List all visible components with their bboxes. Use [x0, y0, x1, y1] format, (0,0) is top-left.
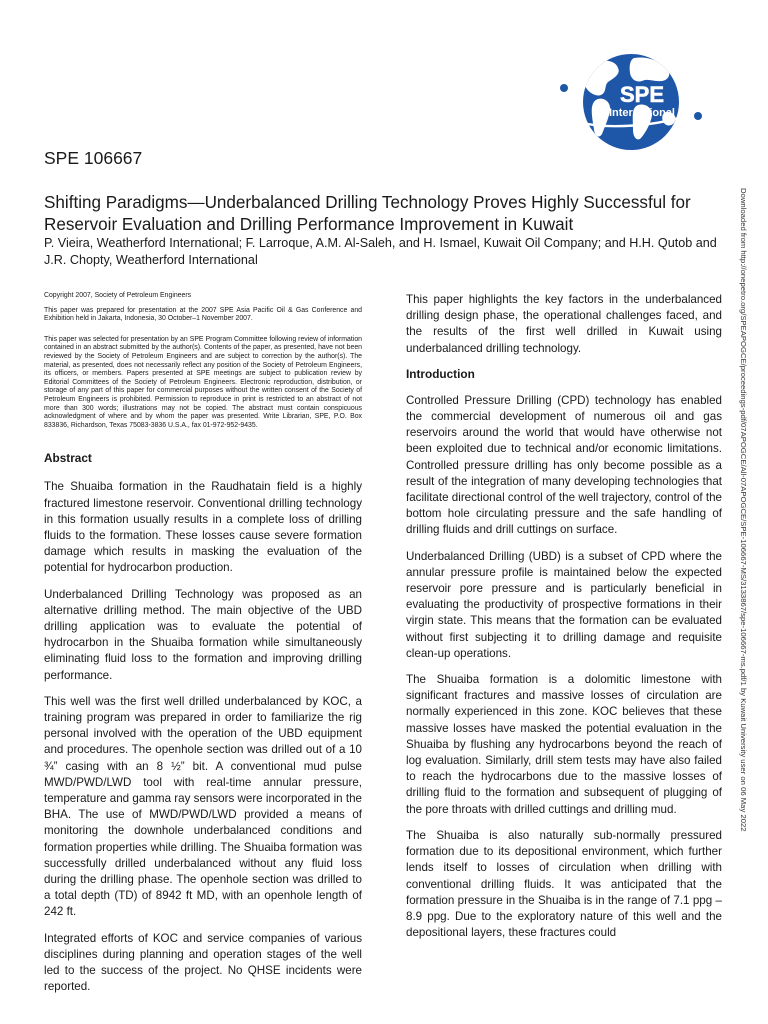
right-column: [406, 292, 722, 951]
spe-globe-icon: [538, 52, 724, 152]
left-column: [44, 292, 362, 1005]
introduction-paragraph: The Shuaiba is also naturally sub-normally pressured formation due to its depositional environment, which further lends itself to losses of circulation when drilling with conventional drilling fluids. It was anticipated that the formation pressure in the Shuaiba is in the range of 7.1 ppg – 8.9 ppg. Due to the exploratory nature of this well and the depositional layers, these fractures could: [406, 828, 722, 940]
selection-notice: This paper was selected for presentation by an SPE Program Committee following review of information contained in an abstract submitted by the author(s). Contents of the paper, as presented, have not been reviewed by the Society of Petroleum Engineers and are subject to correction by the author(s). The material, as presented, does not necessarily reflect any position of the Society of Petroleum Engineers, its officers, or members. Papers presented at SPE meetings are subject to publication review by Editorial Committees of the Society of Petroleum Engineers. Electronic reproduction, distribution, or storage of any part of this paper for commercial purposes without the written consent of the Society of Petroleum Engineers is prohibited. Permission to reproduce in print is restricted to an abstract of not more than 300 words; illustrations may not be copied. The abstract must contain conspicuous acknowledgment of where and by whom the paper was presented. Write Librarian, SPE, P.O. Box 833836, Richardson, Texas 75083-3836 U.S.A., fax 01-972-952-9435.: [44, 335, 362, 429]
spe-international-logo: [538, 52, 724, 152]
logo-international-text: International: [608, 107, 676, 119]
presentation-notice: This paper was prepared for presentation at the 2007 SPE Asia Pacific Oil & Gas Conference and Exhibition held in Jakarta, Indonesia, 30 October–1 November 2007.: [44, 306, 362, 323]
abstract-paragraph: Underbalanced Drilling Technology was proposed as an alternative drilling method. The main objective of the UBD drilling application was to evaluate the potential of hydrocarbon in the Shuaiba formation while simultaneously eliminating fluid loss to the formation and improving drilling performance.: [44, 587, 362, 682]
paper-authors: P. Vieira, Weatherford International; F. Larroque, A.M. Al-Saleh, and H. Ismael, Kuwait Oil Company; and H.H. Qutob and J.R. Chopty, Weatherford International: [44, 236, 717, 267]
download-watermark: [737, 188, 749, 1022]
abstract-paragraph-continued: Integrated efforts of KOC and service companies of various disciplines during planning and operation stages of the well led to the success of the project. No QHSE incidents were reported.: [44, 931, 362, 994]
paper-number: SPE 106667: [44, 148, 143, 168]
introduction-paragraph: The Shuaiba formation is a dolomitic limestone with significant fractures and massive losses of circulation are normally experienced in this zone. KOC believes that these massive losses have masked the potential evaluation in the Shuaiba by flushing any hydrocarbons beyond the reach of log evaluation. Similarly, drill stem tests may have also failed to reach the hydrocarbons due to the massive losses of drilling fluid to the formation and subsequent of plugging of the pore throats with drilled cuttings and drilling mud.: [406, 673, 722, 816]
introduction-paragraph: Underbalanced Drilling (UBD) is a subset of CPD where the annular pressure profile is maintained below the expected reservoir pore pressure and is particularly beneficial in evaluating the productivity of prospective formations in their virgin state. This means that the formation can be evaluated without first subjecting it to drilling damage and requisite clean-up operations.: [406, 549, 722, 660]
copyright-notice: Copyright 2007, Society of Petroleum Engineers: [44, 292, 192, 299]
logo-spe-text: SPE: [619, 82, 665, 107]
introduction-paragraph: Controlled Pressure Drilling (CPD) technology has enabled the commercial development of numerous oil and gas reservoirs around the world that would have otherwise not been exploited due to technical and/or economic limitations. Controlled pressure drilling has only become possible as a result of the integration of many developing technologies that facilitate directional control of the well trajectory, control of the bottom hole circulating pressure and the safe handling of drilling fluids and drill cuttings on surface.: [406, 393, 722, 537]
download-watermark-text: Downloaded from http://onepetro.org/SPEAPOGCE/proceedings-pdf/07APOGCE/All-07APOGCE/SPE-106667-MS/3133867/spe-106667-ms.pdf/1 by Kuwait University user on 06 May 2022: [739, 188, 748, 832]
abstract-paragraph: This well was the first well drilled underbalanced by KOC, a training program was prepared in order to familiarize the rig personal involved with the operation of the UBD equipment and procedures. The openhole section was drilled out of a 10 ¾” casing with an 8 ½” bit. A conventional mud pulse MWD/PWD/LWD tool with real-time annular pressure, temperature and gamma ray sensors were incorporated in the BHA. The use of MWD/PWD/LWD provided a means of monitoring the downhole underbalanced conditions and formation properties while drilling. The Shuaiba formation was successfully drilled underbalanced without any fluid loss during the drilling phase. The openhole section was drilled to a total depth (TD) of 8942 ft MD, with an openhole length of 242 ft.: [44, 694, 362, 919]
introduction-heading: Introduction: [406, 366, 475, 381]
abstract-paragraph: The Shuaiba formation in the Raudhatain field is a highly fractured limestone reservoir. Conventional drilling technology in this formation usually results in a complete loss of drilling fluids to the formation. These losses cause severe formation damage which results in masking the evaluation of the potential for hydrocarbon production.: [44, 480, 362, 575]
abstract-paragraph: This paper highlights the key factors in the underbalanced drilling design phase, the operational challenges faced, and the results of the first well drilled in Kuwait using underbalanced drilling technology.: [406, 293, 722, 355]
abstract-heading: Abstract: [44, 451, 92, 466]
paper-title: Shifting Paradigms—Underbalanced Drilling Technology Proves Highly Successful for Reservoir Evaluation and Drilling Performance Improvement in Kuwait: [44, 193, 691, 234]
